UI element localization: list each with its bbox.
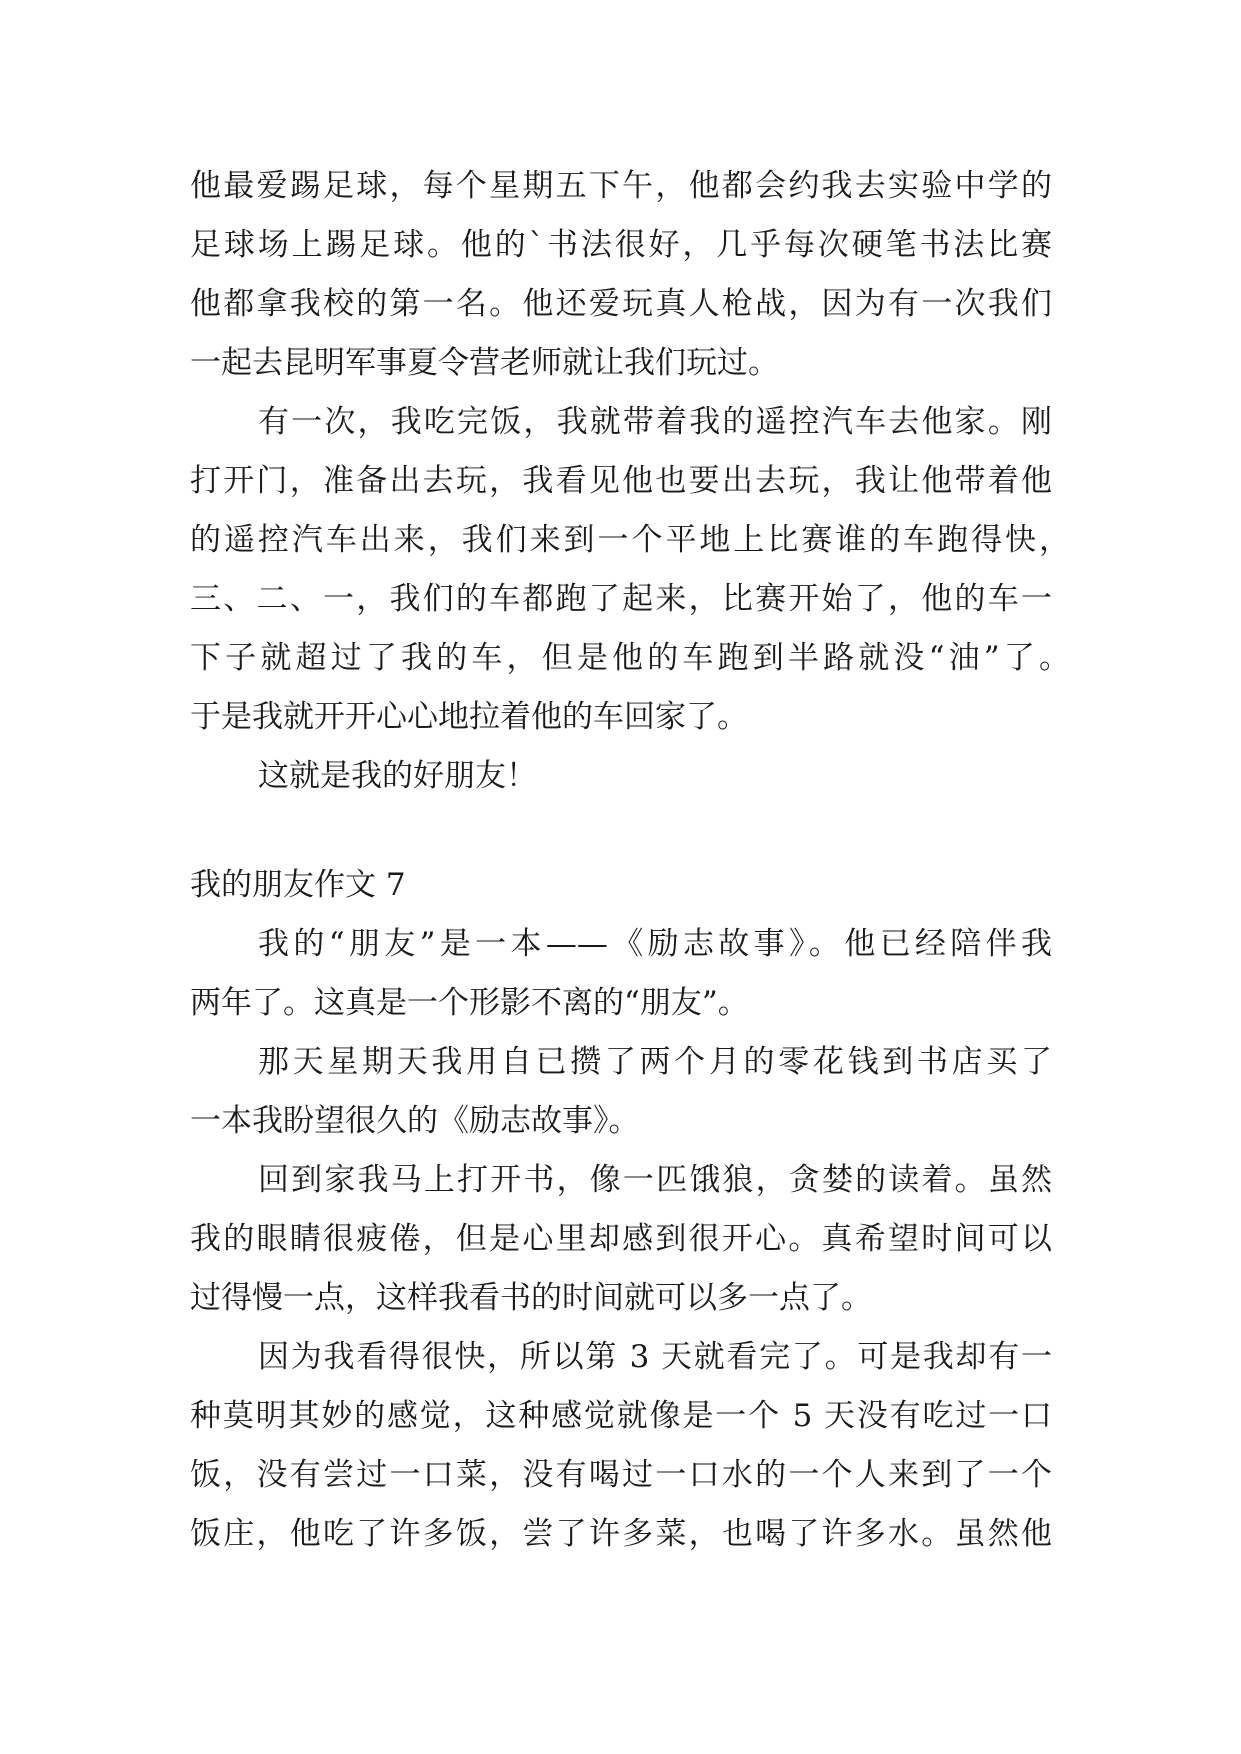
paragraph-line: 一本我盼望很久的《励志故事》。 [190,1103,640,1139]
paragraph-line: 那天星期天我用自已攒了两个月的零花钱到书店买了 [258,1044,1052,1080]
paragraph-line: 饭，没有尝过一口菜，没有喝过一口水的一个人来到了一个 [190,1457,1052,1493]
paragraph-line: 种莫明其妙的感觉，这种感觉就像是一个 5 天没有吃过一口 [190,1398,1052,1434]
paragraph-line: 回到家我马上打开书，像一匹饿狼，贪婪的读着。虽然 [258,1162,1052,1198]
paragraph-line: 一起去昆明军事夏令营老师就让我们玩过。 [190,345,779,381]
paragraph-line: 两年了。这真是一个形影不离的“朋友”。 [190,985,749,1021]
paragraph-line: 他都拿我校的第一名。他还爱玩真人枪战，因为有一次我们 [190,286,1052,322]
paragraph-line: 我的“朋友”是一本——《励志故事》。他已经陪伴我 [258,926,1052,962]
paragraph-line: 的遥控汽车出来，我们来到一个平地上比赛谁的车跑得快， [190,522,1070,558]
paragraph-line: 饭庄，他吃了许多饭，尝了许多菜，也喝了许多水。虽然他 [190,1516,1052,1552]
paragraph-line: 足球场上踢足球。他的`书法很好，几乎每次硬笔书法比赛 [190,227,1052,263]
paragraph-line: 因为我看得很快，所以第 3 天就看完了。可是我却有一 [258,1339,1052,1375]
section-heading: 我的朋友作文 7 [190,867,406,903]
paragraph-line: 于是我就开开心心地拉着他的车回家了。 [190,699,748,735]
paragraph-line: 我的眼睛很疲倦，但是心里却感到很开心。真希望时间可以 [190,1221,1052,1257]
paragraph-line: 他最爱踢足球，每个星期五下午，他都会约我去实验中学的 [190,168,1052,204]
paragraph-line: 有一次，我吃完饭，我就带着我的遥控汽车去他家。刚 [258,404,1052,440]
paragraph-line: 这就是我的好朋友！ [258,758,537,794]
paragraph-line: 打开门，准备出去玩，我看见他也要出去玩，我让他带着他 [190,463,1052,499]
paragraph-line: 下子就超过了我的车，但是他的车跑到半路就没“油”了。 [190,640,1070,676]
paragraph-line: 过得慢一点，这样我看书的时间就可以多一点了。 [190,1280,872,1316]
paragraph-line: 三、二、一，我们的车都跑了起来，比赛开始了，他的车一 [190,581,1052,617]
